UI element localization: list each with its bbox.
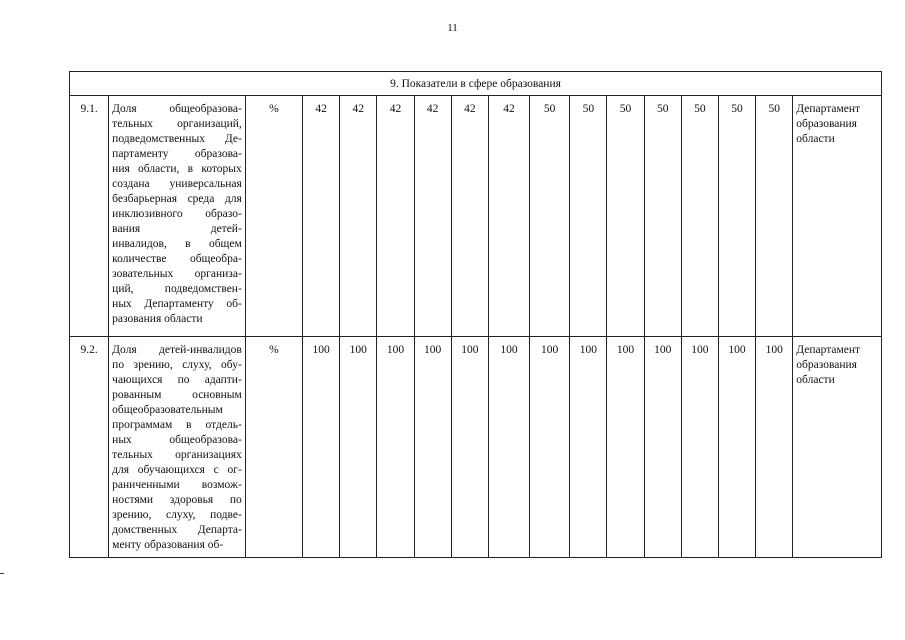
description-line: домственных Департа- (112, 524, 242, 536)
indicator-value: 100 (718, 337, 755, 558)
description-line: Доля детей-инвалидов (112, 344, 242, 356)
indicator-value: 100 (377, 337, 414, 558)
description-line: зовательных организа- (112, 268, 242, 280)
indicator-value: 42 (377, 96, 414, 337)
indicator-number: 9.2. (70, 337, 109, 558)
indicator-value: 100 (488, 337, 529, 558)
indicator-value: 42 (303, 96, 340, 337)
description-line: подведомственных Де- (112, 133, 242, 145)
indicator-value: 100 (570, 337, 607, 558)
page-number: 11 (447, 22, 458, 34)
description-line: тельных организациях (112, 449, 242, 461)
indicator-value: 50 (681, 96, 718, 337)
description-line: инклюзивного образо- (112, 208, 242, 220)
section-header-row (70, 72, 882, 96)
description-line: создана универсальная (112, 178, 242, 190)
indicator-value: 50 (756, 96, 793, 337)
description-line: ния области, в которых (112, 163, 242, 175)
indicator-value: 100 (414, 337, 451, 558)
indicator-value: 42 (414, 96, 451, 337)
responsible-line: Департамент (796, 103, 861, 115)
indicator-value: 100 (340, 337, 377, 558)
description-line: программам в отдель- (112, 419, 242, 431)
description-line: ных общеобразова- (112, 434, 242, 446)
indicator-value: 100 (303, 337, 340, 558)
indicator-value: 50 (530, 96, 570, 337)
indicator-description (109, 96, 246, 337)
description-line: инвалидов, в общем (112, 238, 242, 250)
description-line: чающихся по адапти- (112, 374, 242, 386)
description-line: безбарьерная среда для (112, 193, 242, 205)
description-line: ций, подведомствен- (112, 283, 242, 295)
description-line: менту образования об- (112, 539, 224, 551)
indicator-number: 9.1. (70, 96, 109, 337)
indicator-unit: % (245, 337, 302, 558)
responsible-line: области (796, 374, 835, 386)
indicator-value: 42 (340, 96, 377, 337)
indicator-value: 100 (644, 337, 681, 558)
description-line: количестве общеобра- (112, 253, 242, 265)
indicator-value: 50 (607, 96, 644, 337)
description-line: раниченными возмож- (112, 479, 242, 491)
indicator-value: 100 (607, 337, 644, 558)
responsible-line: образования (796, 359, 857, 371)
indicator-description (109, 337, 246, 558)
indicator-value: 50 (570, 96, 607, 337)
description-line: ностями здоровья по (112, 494, 242, 506)
description-line: разования области (112, 313, 203, 325)
description-line: для обучающихся с ог- (112, 464, 242, 476)
description-line: ных Департаменту об- (112, 298, 242, 310)
indicator-row (70, 337, 882, 558)
responsible-department (793, 96, 882, 337)
responsible-line: Департамент (796, 344, 861, 356)
indicator-value: 100 (681, 337, 718, 558)
indicator-value: 42 (488, 96, 529, 337)
indicator-value: 100 (756, 337, 793, 558)
description-line: рованным основным (112, 389, 242, 401)
description-line: по зрению, слуху, обу- (112, 359, 242, 371)
description-line: зрению, слуху, подве- (112, 509, 242, 521)
indicator-value: 100 (530, 337, 570, 558)
responsible-department (793, 337, 882, 558)
indicator-value: 100 (451, 337, 488, 558)
description-line: вания детей- (112, 223, 242, 235)
description-line: общеобразовательным (112, 404, 223, 416)
responsible-line: образования (796, 118, 857, 130)
indicator-unit: % (245, 96, 302, 337)
margin-mark (0, 573, 4, 574)
description-line: Доля общеобразова- (112, 103, 242, 115)
indicator-row (70, 96, 882, 337)
description-line: тельных организаций, (112, 118, 242, 130)
indicators-table (69, 71, 882, 558)
description-line: партаменту образова- (112, 148, 242, 160)
responsible-line: области (796, 133, 835, 145)
indicator-value: 50 (644, 96, 681, 337)
section-title: 9. Показатели в сфере образования (70, 72, 882, 96)
indicator-value: 50 (718, 96, 755, 337)
indicator-value: 42 (451, 96, 488, 337)
